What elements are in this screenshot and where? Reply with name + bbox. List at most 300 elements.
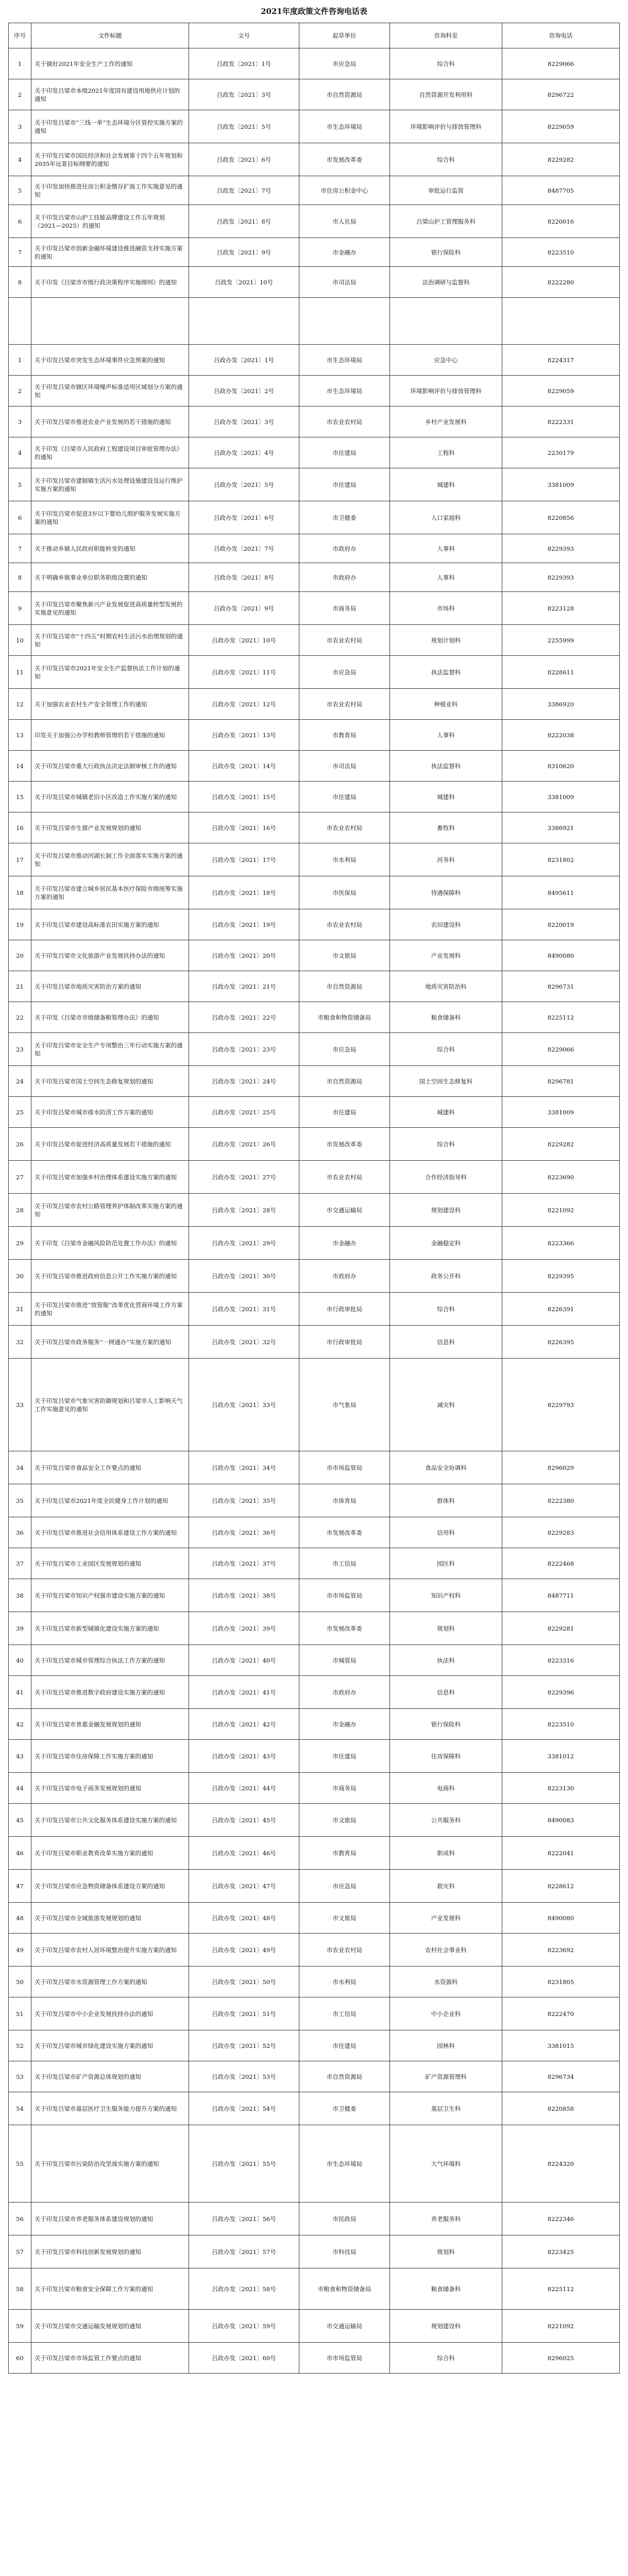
row-number: 41 <box>9 1676 31 1709</box>
drafting-unit: 市农业农村局 <box>299 1934 390 1967</box>
header-no: 序号 <box>9 23 31 48</box>
document-title: 关于印发吕梁市电子商务发展规划的通知 <box>31 1773 189 1804</box>
drafting-unit: 市农业农村局 <box>299 1161 390 1194</box>
document-title: 关于印发吕梁市辖区环境噪声标准适用区域划分方案的通知 <box>31 376 189 406</box>
table-row <box>9 1579 620 1612</box>
row-number: 52 <box>9 2030 31 2061</box>
table-row <box>9 1451 620 1484</box>
document-number: 吕政办发〔2021〕54号 <box>189 2092 299 2125</box>
document-number: 吕政办发〔2021〕47号 <box>189 1870 299 1903</box>
policy-table <box>8 23 620 2374</box>
document-number: 吕政办发〔2021〕43号 <box>189 1740 299 1773</box>
consulting-phone: 8228612 <box>502 1870 620 1903</box>
row-number: 26 <box>9 1128 31 1161</box>
consulting-phone: 8229282 <box>502 1128 620 1161</box>
table-row <box>9 1002 620 1033</box>
table-row <box>9 1293 620 1326</box>
row-number: 37 <box>9 1548 31 1579</box>
document-number: 吕政发〔2021〕10号 <box>189 267 299 298</box>
row-number: 42 <box>9 1709 31 1740</box>
table-row <box>9 1097 620 1128</box>
table-row <box>9 79 620 110</box>
drafting-unit: 市住建局 <box>299 437 390 468</box>
document-title: 关于印发加快推进住房公积金缴存扩面工作实施意见的通知 <box>31 176 189 205</box>
consulting-phone: 8221092 <box>502 2310 620 2343</box>
document-number: 吕政办发〔2021〕23号 <box>189 1033 299 1066</box>
table-row <box>9 812 620 843</box>
consulting-office: 大气环境科 <box>390 2125 502 2202</box>
consulting-office: 审批运行监管 <box>390 176 502 205</box>
consulting-phone: 8231802 <box>502 843 620 876</box>
drafting-unit: 市医保局 <box>299 876 390 909</box>
table-row <box>9 689 620 720</box>
header-phone: 咨询电话 <box>502 23 620 48</box>
consulting-office: 公共服务科 <box>390 1804 502 1837</box>
drafting-unit: 市政府办 <box>299 563 390 592</box>
document-title: 关于印发吕梁市水资源管理工作方案的通知 <box>31 1967 189 1997</box>
table-row <box>9 176 620 205</box>
consulting-phone: 8223130 <box>502 1773 620 1804</box>
drafting-unit: 市教育局 <box>299 720 390 751</box>
consulting-office: 知识产权科 <box>390 1579 502 1612</box>
row-number: 33 <box>9 1359 31 1451</box>
document-number: 吕政办发〔2021〕32号 <box>189 1326 299 1359</box>
document-title: 关于印发吕梁市矿产资源总体规划的通知 <box>31 2061 189 2092</box>
table-row <box>9 563 620 592</box>
empty-cell <box>502 298 620 345</box>
consulting-phone: 3381009 <box>502 1097 620 1128</box>
table-row <box>9 534 620 563</box>
consulting-phone: 8223425 <box>502 2235 620 2268</box>
document-number: 吕政办发〔2021〕18号 <box>189 876 299 909</box>
consulting-phone: 8296731 <box>502 971 620 1002</box>
drafting-unit: 市住建局 <box>299 782 390 812</box>
table-row <box>9 1870 620 1903</box>
document-title: 关于印发吕梁市地质灾害防治方案的通知 <box>31 971 189 1002</box>
drafting-unit: 市发展改革委 <box>299 1128 390 1161</box>
consulting-office: 环境影响评价与排放管理科 <box>390 376 502 406</box>
row-number: 14 <box>9 751 31 782</box>
consulting-office: 待遇保障科 <box>390 876 502 909</box>
document-number: 吕政办发〔2021〕60号 <box>189 2343 299 2374</box>
consulting-phone: 8229393 <box>502 563 620 592</box>
document-title: 关于印发吕梁市城市绿化建设实施方案的通知 <box>31 2030 189 2061</box>
row-number: 6 <box>9 205 31 238</box>
document-title: 关于印发吕梁市重大行政执法决定法制审核工作的通知 <box>31 751 189 782</box>
row-number: 4 <box>9 437 31 468</box>
document-number: 吕政办发〔2021〕12号 <box>189 689 299 720</box>
document-number: 吕政办发〔2021〕21号 <box>189 971 299 1002</box>
drafting-unit: 市政府办 <box>299 1676 390 1709</box>
drafting-unit: 市市场监管局 <box>299 1579 390 1612</box>
table-row <box>9 437 620 468</box>
row-number: 23 <box>9 1033 31 1066</box>
document-title: 关于印发吕梁市工业园区发展规划的通知 <box>31 1548 189 1579</box>
document-number: 吕政办发〔2021〕28号 <box>189 1194 299 1227</box>
drafting-unit: 市粮食和物资储备局 <box>299 1002 390 1033</box>
table-row <box>9 1676 620 1709</box>
row-number: 46 <box>9 1837 31 1870</box>
row-number: 60 <box>9 2343 31 2374</box>
row-number: 1 <box>9 345 31 376</box>
consulting-office: 食品安全协调科 <box>390 1451 502 1484</box>
consulting-office: 产业发展科 <box>390 940 502 971</box>
table-row <box>9 1128 620 1161</box>
consulting-phone: 8220016 <box>502 205 620 238</box>
document-number: 吕政发〔2021〕1号 <box>189 48 299 79</box>
consulting-office: 规划建设科 <box>390 2310 502 2343</box>
document-title: 关于印发吕梁市建立城乡居民基本医疗保险市级统筹实施方案的通知 <box>31 876 189 909</box>
consulting-office: 人事科 <box>390 563 502 592</box>
document-title: 关于印发吕梁市本级2021年度国有建设用地供应计划的通知 <box>31 79 189 110</box>
consulting-phone: 8490083 <box>502 1804 620 1837</box>
consulting-phone: 3386920 <box>502 689 620 720</box>
consulting-phone: 8296029 <box>502 1451 620 1484</box>
table-row <box>9 1359 620 1451</box>
consulting-phone: 3381009 <box>502 468 620 501</box>
consulting-phone: 8296781 <box>502 1066 620 1097</box>
document-number: 吕政发〔2021〕6号 <box>189 143 299 176</box>
consulting-office: 农田建设科 <box>390 909 502 940</box>
document-number: 吕政办发〔2021〕33号 <box>189 1359 299 1451</box>
document-number: 吕政办发〔2021〕31号 <box>189 1293 299 1326</box>
table-row <box>9 2235 620 2268</box>
document-number: 吕政办发〔2021〕2号 <box>189 376 299 406</box>
table-row <box>9 1227 620 1260</box>
table-row <box>9 2061 620 2092</box>
row-number: 20 <box>9 940 31 971</box>
consulting-phone: 8221092 <box>502 1194 620 1227</box>
table-row <box>9 2343 620 2374</box>
consulting-office: 自然资源开发利用科 <box>390 79 502 110</box>
consulting-office: 职成科 <box>390 1837 502 1870</box>
row-number: 48 <box>9 1903 31 1934</box>
drafting-unit: 市金融办 <box>299 1227 390 1260</box>
row-number: 7 <box>9 534 31 563</box>
document-title: 关于印发吕梁市全域旅游发展规划的通知 <box>31 1903 189 1934</box>
drafting-unit: 市生态环境局 <box>299 345 390 376</box>
table-row <box>9 345 620 376</box>
consulting-office: 人口家庭科 <box>390 501 502 534</box>
document-title: 关于印发吕梁市城市排水防涝工作方案的通知 <box>31 1097 189 1128</box>
document-title: 关于印发吕梁市普惠金融发展规划的通知 <box>31 1709 189 1740</box>
consulting-phone: 8222331 <box>502 406 620 437</box>
consulting-office: 银行保险科 <box>390 238 502 267</box>
consulting-office: 工程科 <box>390 437 502 468</box>
document-number: 吕政办发〔2021〕38号 <box>189 1579 299 1612</box>
consulting-phone: 8220856 <box>502 501 620 534</box>
drafting-unit: 市农业农村局 <box>299 406 390 437</box>
consulting-phone: 8222280 <box>502 267 620 298</box>
consulting-office: 执法监督科 <box>390 656 502 689</box>
document-title: 关于加强农业农村生产安全管理工作的通知 <box>31 689 189 720</box>
row-number: 3 <box>9 110 31 143</box>
consulting-phone: 8487711 <box>502 1579 620 1612</box>
consulting-office: 乡村产业发展科 <box>390 406 502 437</box>
page-title: 2021年度政策文件咨询电话表 <box>261 7 367 16</box>
consulting-phone: 8223316 <box>502 1645 620 1676</box>
consulting-office: 矿产资源管理科 <box>390 2061 502 2092</box>
consulting-office: 城建科 <box>390 782 502 812</box>
row-number: 55 <box>9 2125 31 2202</box>
document-number: 吕政办发〔2021〕30号 <box>189 1260 299 1293</box>
row-number: 11 <box>9 656 31 689</box>
document-title: 关于印发吕梁市推动河湖长制工作全面落实实施方案的通知 <box>31 843 189 876</box>
document-number: 吕政办发〔2021〕27号 <box>189 1161 299 1194</box>
drafting-unit: 市水利局 <box>299 1967 390 1997</box>
row-number: 36 <box>9 1517 31 1548</box>
document-title: 关于印发《吕梁市金融风险防范处置工作办法》的通知 <box>31 1227 189 1260</box>
consulting-office: 信息科 <box>390 1676 502 1709</box>
row-number: 35 <box>9 1484 31 1517</box>
consulting-phone: 8296722 <box>502 79 620 110</box>
document-number: 吕政办发〔2021〕1号 <box>189 345 299 376</box>
document-number: 吕政办发〔2021〕14号 <box>189 751 299 782</box>
consulting-office: 人事科 <box>390 534 502 563</box>
drafting-unit: 市自然资源局 <box>299 971 390 1002</box>
drafting-unit: 市文旅局 <box>299 940 390 971</box>
drafting-unit: 市工信局 <box>299 1997 390 2030</box>
table-row <box>9 2268 620 2310</box>
document-title: 关于印发吕梁市政务服务“一网通办”实施方案的通知 <box>31 1326 189 1359</box>
document-title: 关于印发吕梁市推进社会信用体系建设工作方案的通知 <box>31 1517 189 1548</box>
consulting-phone: 8487705 <box>502 176 620 205</box>
drafting-unit: 市农业农村局 <box>299 812 390 843</box>
consulting-phone: 8229395 <box>502 1260 620 1293</box>
consulting-phone: 3381009 <box>502 782 620 812</box>
consulting-office: 水资源科 <box>390 1967 502 1997</box>
document-number: 吕政办发〔2021〕50号 <box>189 1967 299 1997</box>
table-row <box>9 267 620 298</box>
table-row <box>9 1804 620 1837</box>
consulting-office: 住房保障科 <box>390 1740 502 1773</box>
consulting-phone: 8490080 <box>502 940 620 971</box>
document-number: 吕政发〔2021〕8号 <box>189 205 299 238</box>
consulting-office: 城建科 <box>390 468 502 501</box>
row-number: 24 <box>9 1066 31 1097</box>
consulting-office: 规划建设科 <box>390 1194 502 1227</box>
row-number: 27 <box>9 1161 31 1194</box>
consulting-office: 环境影响评价与排放管理科 <box>390 110 502 143</box>
table-row <box>9 1773 620 1804</box>
document-number: 吕政办发〔2021〕59号 <box>189 2310 299 2343</box>
consulting-office: 法治调研与监督科 <box>390 267 502 298</box>
document-title: 关于印发吕梁市安全生产专项整治三年行动实施方案的通知 <box>31 1033 189 1066</box>
drafting-unit: 市自然资源局 <box>299 2061 390 2092</box>
document-number: 吕政办发〔2021〕57号 <box>189 2235 299 2268</box>
header-dept: 起草单位 <box>299 23 390 48</box>
document-title: 关于印发吕梁市“三线一单”生态环境分区管控实施方案的通知 <box>31 110 189 143</box>
document-title: 关于印发吕梁市粮食安全保障工作方案的通知 <box>31 2268 189 2310</box>
table-row <box>9 1967 620 1997</box>
document-title: 关于印发吕梁市交通运输发展规划的通知 <box>31 2310 189 2343</box>
consulting-office: 综合科 <box>390 143 502 176</box>
drafting-unit: 市住建局 <box>299 1740 390 1773</box>
consulting-phone: 3386921 <box>502 812 620 843</box>
document-title: 印发关于加强公办学校教师管理的若干措施的通知 <box>31 720 189 751</box>
drafting-unit: 市司法局 <box>299 267 390 298</box>
table-row <box>9 1161 620 1194</box>
table-row <box>9 110 620 143</box>
document-number: 吕政办发〔2021〕56号 <box>189 2202 299 2235</box>
row-number: 12 <box>9 689 31 720</box>
drafting-unit: 市人社局 <box>299 205 390 238</box>
document-title: 关于印发吕梁市农村人居环境整治提升实施方案的通知 <box>31 1934 189 1967</box>
table-row <box>9 625 620 656</box>
consulting-phone: 8229066 <box>502 48 620 79</box>
document-number: 吕政办发〔2021〕58号 <box>189 2268 299 2310</box>
drafting-unit: 市行政审批局 <box>299 1293 390 1326</box>
table-row <box>9 592 620 625</box>
drafting-unit: 市发展改革委 <box>299 143 390 176</box>
row-number: 50 <box>9 1967 31 1997</box>
document-number: 吕政办发〔2021〕35号 <box>189 1484 299 1517</box>
drafting-unit: 市民政局 <box>299 2202 390 2235</box>
consulting-phone: 8220019 <box>502 909 620 940</box>
document-title: 关于印发吕梁市推进数字政府建设实施方案的通知 <box>31 1676 189 1709</box>
consulting-phone: 2255999 <box>502 625 620 656</box>
table-row <box>9 1997 620 2030</box>
table-row <box>9 1612 620 1645</box>
drafting-unit: 市交通运输局 <box>299 1194 390 1227</box>
consulting-phone: 8229793 <box>502 1359 620 1451</box>
drafting-unit: 市住房公积金中心 <box>299 176 390 205</box>
document-title: 关于印发吕梁市公共文化服务体系建设实施方案的通知 <box>31 1804 189 1837</box>
drafting-unit: 市城管局 <box>299 1645 390 1676</box>
consulting-phone: 8229066 <box>502 1033 620 1066</box>
drafting-unit: 市科技局 <box>299 2235 390 2268</box>
drafting-unit: 市政府办 <box>299 534 390 563</box>
table-row <box>9 656 620 689</box>
table-row <box>9 1484 620 1517</box>
consulting-phone: 8229059 <box>502 376 620 406</box>
consulting-phone: 8223510 <box>502 238 620 267</box>
consulting-office: 粮食储备科 <box>390 1002 502 1033</box>
table-row <box>9 501 620 534</box>
drafting-unit: 市应急局 <box>299 1870 390 1903</box>
drafting-unit: 市自然资源局 <box>299 1066 390 1097</box>
document-title: 关于印发吕梁市住房保障工作实施方案的通知 <box>31 1740 189 1773</box>
drafting-unit: 市卫健委 <box>299 2092 390 2125</box>
table-row <box>9 1934 620 1967</box>
table-row <box>9 468 620 501</box>
table-row <box>9 1837 620 1870</box>
document-number: 吕政办发〔2021〕39号 <box>189 1612 299 1645</box>
table-row <box>9 940 620 971</box>
drafting-unit: 市工信局 <box>299 1548 390 1579</box>
consulting-phone: 8296025 <box>502 2343 620 2374</box>
document-number: 吕政办发〔2021〕37号 <box>189 1548 299 1579</box>
consulting-office: 执法科 <box>390 1645 502 1676</box>
document-title: 关于印发吕梁市生猪产业发展规划的通知 <box>31 812 189 843</box>
drafting-unit: 市生态环境局 <box>299 2125 390 2202</box>
document-number: 吕政办发〔2021〕17号 <box>189 843 299 876</box>
document-title: 关于印发吕梁市推进政府信息公开工作实施方案的通知 <box>31 1260 189 1293</box>
row-number: 9 <box>9 592 31 625</box>
document-title: 关于印发吕梁市城市管理综合执法工作方案的通知 <box>31 1645 189 1676</box>
table-row <box>9 2030 620 2061</box>
table-body <box>9 48 620 2374</box>
consulting-office: 综合科 <box>390 48 502 79</box>
document-number: 吕政发〔2021〕5号 <box>189 110 299 143</box>
row-number: 29 <box>9 1227 31 1260</box>
consulting-office: 基层卫生科 <box>390 2092 502 2125</box>
row-number: 32 <box>9 1326 31 1359</box>
table-row <box>9 143 620 176</box>
document-number: 吕政办发〔2021〕9号 <box>189 592 299 625</box>
consulting-office: 合作经济指导科 <box>390 1161 502 1194</box>
row-number: 28 <box>9 1194 31 1227</box>
document-title: 关于印发吕梁市“十四五”时期农村生活污水治理规划的通知 <box>31 625 189 656</box>
consulting-office: 市场科 <box>390 592 502 625</box>
row-number: 2 <box>9 79 31 110</box>
consulting-phone: 8229282 <box>502 143 620 176</box>
document-number: 吕政办发〔2021〕3号 <box>189 406 299 437</box>
drafting-unit: 市发展改革委 <box>299 1517 390 1548</box>
row-number: 58 <box>9 2268 31 2310</box>
row-number: 8 <box>9 563 31 592</box>
consulting-office: 综合科 <box>390 1033 502 1066</box>
document-title: 关于印发吕梁市国土空间生态修复规划的通知 <box>31 1066 189 1097</box>
table-row <box>9 1903 620 1934</box>
consulting-phone: 8223510 <box>502 1709 620 1740</box>
table-row <box>9 2092 620 2125</box>
row-number: 45 <box>9 1804 31 1837</box>
drafting-unit: 市自然资源局 <box>299 79 390 110</box>
row-number: 56 <box>9 2202 31 2235</box>
row-number: 47 <box>9 1870 31 1903</box>
consulting-office: 规划计划科 <box>390 625 502 656</box>
consulting-phone: 8222346 <box>502 2202 620 2235</box>
document-title: 关于印发吕梁市突发生态环境事件应急预案的通知 <box>31 345 189 376</box>
document-title: 关于印发《吕梁市市级行政决策程序实施细则》的通知 <box>31 267 189 298</box>
consulting-office: 人事科 <box>390 720 502 751</box>
consulting-office: 养老服务科 <box>390 2202 502 2235</box>
consulting-office: 粮食储备科 <box>390 2268 502 2310</box>
document-title: 关于印发《吕梁市人民政府工程建设项目审批管理办法》的通知 <box>31 437 189 468</box>
document-title: 关于印发吕梁市推进“放管服”改革优化营商环境工作方案的通知 <box>31 1293 189 1326</box>
drafting-unit: 市应急局 <box>299 656 390 689</box>
row-number: 10 <box>9 625 31 656</box>
drafting-unit: 市水利局 <box>299 843 390 876</box>
row-number: 5 <box>9 176 31 205</box>
drafting-unit: 市商务局 <box>299 592 390 625</box>
consulting-phone: 8296734 <box>502 2061 620 2092</box>
table-row <box>9 205 620 238</box>
consulting-office: 规划科 <box>390 2235 502 2268</box>
table-row <box>9 720 620 751</box>
consulting-office: 中小企业科 <box>390 1997 502 2030</box>
section-spacer-row <box>9 298 620 345</box>
consulting-phone: 8222038 <box>502 720 620 751</box>
drafting-unit: 市生态环境局 <box>299 110 390 143</box>
row-number: 2 <box>9 376 31 406</box>
document-title: 关于印发吕梁市知识产权强市建设实施方案的通知 <box>31 1579 189 1612</box>
table-row <box>9 1645 620 1676</box>
document-number: 吕政办发〔2021〕51号 <box>189 1997 299 2030</box>
document-title: 关于印发吕梁市建设高标准农田实施方案的通知 <box>31 909 189 940</box>
row-number: 53 <box>9 2061 31 2092</box>
document-title: 关于印发吕梁市中小企业发展扶持办法的通知 <box>31 1997 189 2030</box>
document-number: 吕政办发〔2021〕10号 <box>189 625 299 656</box>
document-title: 关于印发吕梁市农村公路管理养护体制改革实施方案的通知 <box>31 1194 189 1227</box>
document-number: 吕政办发〔2021〕49号 <box>189 1934 299 1967</box>
empty-cell <box>9 298 31 345</box>
document-number: 吕政办发〔2021〕26号 <box>189 1128 299 1161</box>
document-title: 关于印发吕梁市国民经济和社会发展第十四个五年规划和2035年远景目标纲要的通知 <box>31 143 189 176</box>
document-number: 吕政办发〔2021〕45号 <box>189 1804 299 1837</box>
document-title: 关于印发吕梁市山护工技能品牌建设工作五年规划（2021—2025）的通知 <box>31 205 189 238</box>
